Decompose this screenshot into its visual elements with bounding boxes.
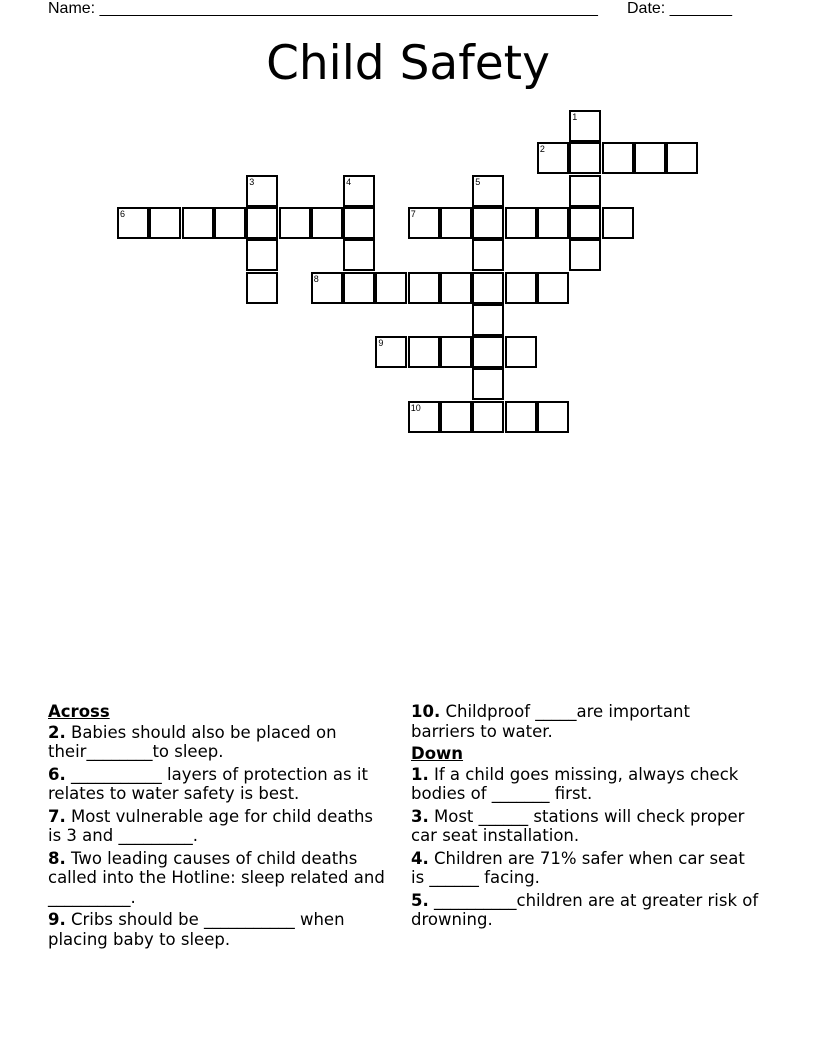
down-heading: Down — [411, 744, 464, 763]
crossword-cell[interactable] — [149, 207, 181, 239]
page-title: Child Safety — [266, 36, 550, 91]
crossword-cell[interactable] — [569, 110, 601, 142]
across-clue: 8. Two leading causes of child deaths called into the Hotline: sleep related and __________. — [48, 848, 385, 907]
cell-number: 7 — [410, 208, 416, 219]
crossword-cell[interactable] — [246, 175, 278, 207]
cell-number: 10 — [410, 402, 421, 413]
cell-number: 5 — [475, 176, 481, 187]
crossword-cell[interactable] — [117, 207, 149, 239]
crossword-cell[interactable] — [602, 142, 634, 174]
across-clue: 10. Childproof _____are important barriers to water. — [411, 702, 690, 741]
crossword-grid — [0, 0, 816, 460]
crossword-cell[interactable] — [408, 336, 440, 368]
crossword-cell[interactable] — [279, 207, 311, 239]
crossword-cell[interactable] — [666, 142, 698, 174]
crossword-cell[interactable] — [408, 272, 440, 304]
cell-number: 8 — [313, 273, 319, 284]
name-field-label[interactable]: Name: ________________________________________________________ — [48, 0, 598, 17]
crossword-cell[interactable] — [246, 272, 278, 304]
across-heading: Across — [48, 702, 110, 721]
across-clue: 9. Cribs should be ___________ when placing baby to sleep. — [48, 910, 345, 949]
crossword-cell[interactable] — [214, 207, 246, 239]
crossword-cell[interactable] — [472, 368, 504, 400]
down-clue: 4. Children are 71% safer when car seat is ______ facing. — [411, 848, 745, 887]
crossword-cell[interactable] — [472, 239, 504, 271]
crossword-cell[interactable] — [472, 304, 504, 336]
clues-left-column — [48, 702, 388, 952]
crossword-cell[interactable] — [408, 207, 440, 239]
crossword-cell[interactable] — [408, 401, 440, 433]
crossword-cell[interactable] — [375, 336, 407, 368]
crossword-cell[interactable] — [505, 207, 537, 239]
across-clue: 7. Most vulnerable age for child deaths is 3 and _________. — [48, 806, 373, 845]
cell-number: 2 — [539, 144, 545, 155]
crossword-cell[interactable] — [311, 272, 343, 304]
crossword-cell[interactable] — [537, 401, 569, 433]
crossword-cell[interactable] — [375, 272, 407, 304]
crossword-cell[interactable] — [569, 239, 601, 271]
crossword-cell[interactable] — [537, 142, 569, 174]
across-clue: 2. Babies should also be placed on their________to sleep. — [48, 722, 337, 761]
crossword-cell[interactable] — [246, 207, 278, 239]
crossword-cell[interactable] — [182, 207, 214, 239]
down-clue: 5. __________children are at greater risk of drowning. — [411, 890, 759, 929]
crossword-cell[interactable] — [537, 272, 569, 304]
crossword-cell[interactable] — [472, 336, 504, 368]
crossword-cell[interactable] — [537, 207, 569, 239]
cell-number: 4 — [346, 176, 352, 187]
cell-number: 3 — [249, 176, 255, 187]
crossword-cell[interactable] — [440, 272, 472, 304]
crossword-cell[interactable] — [505, 272, 537, 304]
down-clue: 3. Most ______ stations will check proper car seat installation. — [411, 806, 745, 845]
crossword-cell[interactable] — [505, 336, 537, 368]
crossword-cell[interactable] — [440, 401, 472, 433]
crossword-cell[interactable] — [343, 272, 375, 304]
crossword-cell[interactable] — [569, 175, 601, 207]
crossword-cell[interactable] — [440, 207, 472, 239]
crossword-cell[interactable] — [472, 401, 504, 433]
clues-right-column — [411, 702, 759, 933]
crossword-cell[interactable] — [472, 175, 504, 207]
crossword-cell[interactable] — [311, 207, 343, 239]
cell-number: 6 — [120, 208, 126, 219]
crossword-cell[interactable] — [343, 207, 375, 239]
crossword-cell[interactable] — [569, 142, 601, 174]
date-field-label[interactable]: Date: _______ — [627, 0, 732, 17]
crossword-cell[interactable] — [569, 207, 601, 239]
crossword-cell[interactable] — [343, 175, 375, 207]
cell-number: 9 — [378, 338, 384, 349]
crossword-cell[interactable] — [505, 401, 537, 433]
crossword-cell[interactable] — [602, 207, 634, 239]
crossword-cell[interactable] — [472, 272, 504, 304]
crossword-cell[interactable] — [343, 239, 375, 271]
down-clue: 1. If a child goes missing, always check bodies of _______ first. — [411, 764, 739, 803]
across-clue: 6. ___________ layers of protection as it relates to water safety is best. — [48, 764, 368, 803]
cell-number: 1 — [572, 112, 578, 122]
crossword-cell[interactable] — [246, 239, 278, 271]
crossword-cell[interactable] — [472, 207, 504, 239]
crossword-cell[interactable] — [440, 336, 472, 368]
crossword-cell[interactable] — [634, 142, 666, 174]
